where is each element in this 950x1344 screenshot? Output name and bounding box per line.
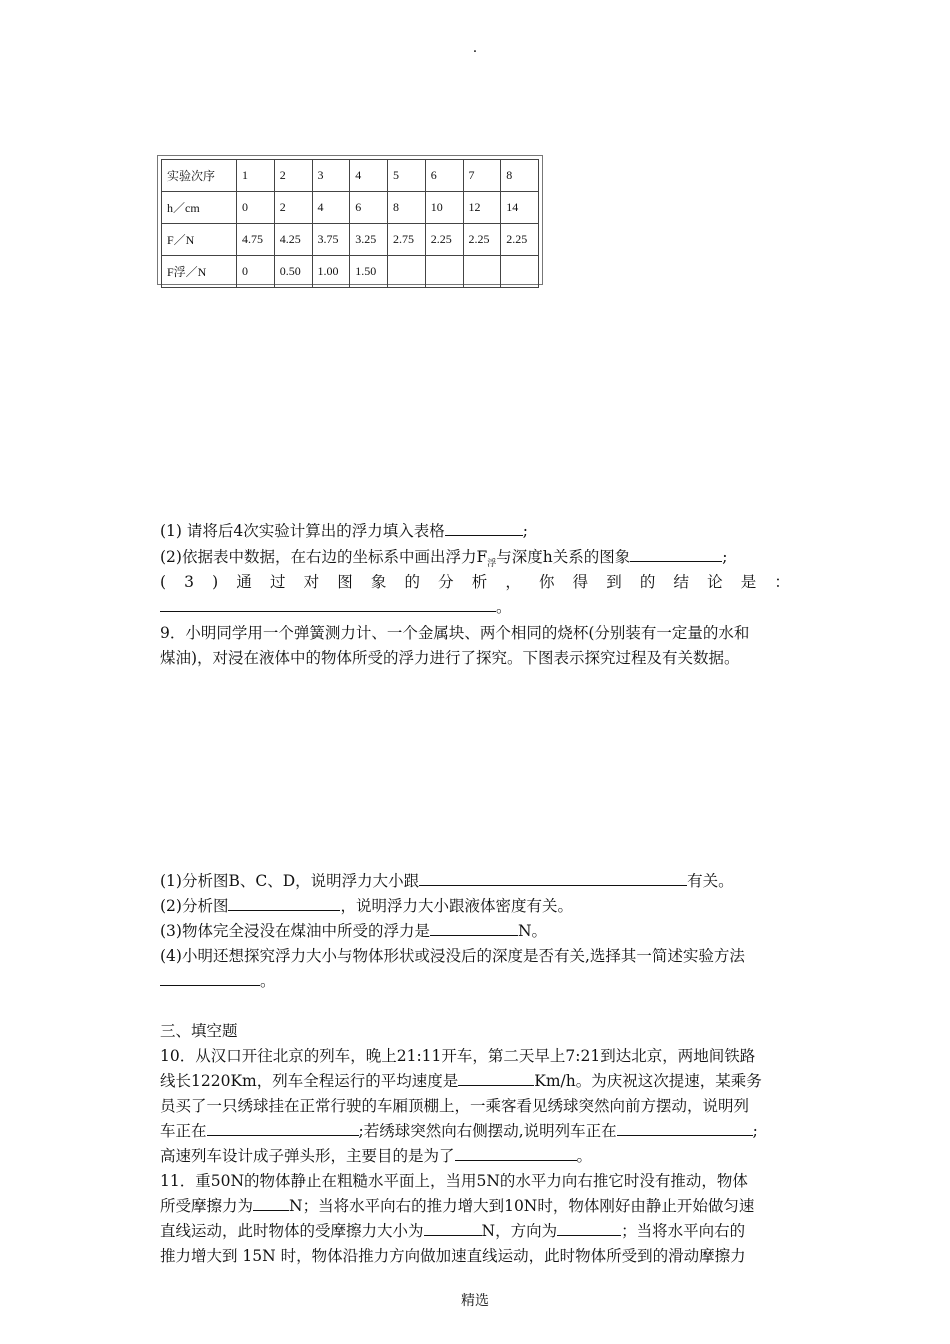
table-cell: 12 [463, 192, 501, 224]
page-footer: 精选 [461, 1293, 489, 1309]
q8-item-3 [160, 570, 790, 594]
q8-item-3-char: ， [505, 573, 521, 591]
q8-item-3-char: 的 [639, 573, 656, 591]
q8-item-3-char: 你 [538, 573, 555, 591]
table-row [162, 224, 539, 256]
q8-item-3-char: 得 [572, 573, 589, 591]
q9-blank-2[interactable] [228, 895, 340, 911]
q9-part-3: (3)物体完全浸没在煤油中所受的浮力是 N。 [160, 922, 548, 940]
data-table-frame [157, 155, 543, 285]
table-cell: 3 [312, 160, 350, 192]
q9-part-2: (2)分析图 ，说明浮力大小跟液体密度有关。 [160, 897, 573, 915]
q8-item-3-char: 的 [404, 573, 420, 591]
q8-item-3-char: 析 [471, 573, 488, 591]
q8-item-3-char: ( [160, 573, 167, 591]
q8-item-3-answer: 。 [160, 595, 790, 619]
table-cell: 4 [350, 160, 388, 192]
q10-line-5: 高速列车设计成子弹头形，主要目的是为了 。 [160, 1147, 593, 1165]
q10-blank-3[interactable] [617, 1120, 753, 1136]
q8-item-3-char: 对 [303, 573, 320, 591]
table-row [162, 256, 539, 288]
table-row-header: 实验次序 [162, 160, 237, 192]
table-cell: 14 [501, 192, 539, 224]
q8-item-3-char: 通 [236, 573, 252, 591]
table-cell: 8 [501, 160, 539, 192]
table-cell: 1.00 [312, 256, 350, 288]
q8-item-1: (1) 请将后4次实验计算出的浮力填入表格 ; [160, 522, 528, 540]
q11-blank-3[interactable] [557, 1220, 621, 1236]
q11-line-3: 直线运动，此时物体的受摩擦力大小为 N，方向为 ；当将水平向右的 [160, 1222, 746, 1240]
q10-line-3: 员买了一只绣球挂在正常行驶的车厢顶棚上，一乘客看见绣球突然向前方摆动，说明列 [160, 1097, 750, 1115]
q8-blank-1[interactable] [445, 520, 523, 536]
table-cell: 6 [425, 160, 463, 192]
q8-item-3-char: 是 [740, 573, 757, 591]
table-cell: 6 [350, 192, 388, 224]
q9-line-1: 9．小明同学用一个弹簧测力计、一个金属块、两个相同的烧杯(分别装有一定量的水和 [160, 624, 750, 642]
table-cell: 0.50 [274, 256, 312, 288]
q9-blank-4[interactable] [160, 970, 260, 986]
q9-blank-1[interactable] [419, 870, 687, 886]
q8-blank-3[interactable] [160, 596, 496, 612]
q8-item-3-justified [160, 570, 790, 594]
q8-item-2: (2)依据表中数据，在右边的坐标系中画出浮力$F_浮$与深度h关系的图象 ; [160, 548, 728, 570]
q11-line-4: 推力增大到 15N 时，物体沿推力方向做加速直线运动，此时物体所受到的滑动摩擦力 [160, 1247, 746, 1265]
table-cell [388, 256, 426, 288]
table-cell: 2.25 [463, 224, 501, 256]
q8-item-3-char: 图 [337, 573, 353, 591]
table-cell [425, 256, 463, 288]
table-cell [501, 256, 539, 288]
page-header-mark: . [472, 40, 478, 56]
q8-item-3-char: 论 [707, 573, 723, 591]
q8-item-3-char: 过 [269, 573, 286, 591]
q9-part-4: (4)小明还想探究浮力大小与物体形状或浸没后的深度是否有关,选择其一简述实验方法 [160, 947, 745, 965]
table-cell: 4 [312, 192, 350, 224]
table-cell: 2 [274, 192, 312, 224]
table-cell: 10 [425, 192, 463, 224]
table-row-header: h／cm [162, 192, 237, 224]
table-row [162, 160, 539, 192]
q10-blank-4[interactable] [455, 1145, 577, 1161]
table-cell [463, 256, 501, 288]
table-cell: 2 [274, 160, 312, 192]
table-row-header: F／N [162, 224, 237, 256]
table-cell: 2.25 [425, 224, 463, 256]
q10-line-1: 10．从汉口开往北京的列车，晚上21:11开车，第二天早上7:21到达北京，两地间铁路 [160, 1047, 756, 1065]
section-3-title: 三、填空题 [160, 1022, 238, 1040]
q11-line-1: 11．重50N的物体静止在粗糙水平面上，当用5N的水平力向右推它时没有推动，物体 [160, 1172, 748, 1190]
table-cell: 1.50 [350, 256, 388, 288]
table-cell: 4.25 [274, 224, 312, 256]
q8-item-3-char: 3 [184, 573, 195, 591]
q9-line-2: 煤油)，对浸在液体中的物体所受的浮力进行了探究。下图表示探究过程及有关数据。 [160, 649, 740, 667]
table-cell: 5 [388, 160, 426, 192]
table-cell: 3.75 [312, 224, 350, 256]
q8-item-3-char: 到 [606, 573, 622, 591]
q9-blank-3[interactable] [430, 920, 518, 936]
q9-part-4-answer: 。 [160, 969, 790, 993]
table-cell: 2.75 [388, 224, 426, 256]
q9-part-1: (1)分析图B、C、D，说明浮力大小跟 有关。 [160, 872, 734, 890]
table-cell: 2.25 [501, 224, 539, 256]
q11-blank-2[interactable] [424, 1220, 482, 1236]
q10-blank-1[interactable] [458, 1070, 534, 1086]
table-row [162, 192, 539, 224]
q11-line-2: 所受摩擦力为 N；当将水平向右的推力增大到10N时，物体刚好由静止开始做匀速 [160, 1197, 755, 1215]
experiment-data-table [161, 159, 539, 288]
table-cell: 7 [463, 160, 501, 192]
table-cell: 0 [237, 192, 275, 224]
q11-blank-1[interactable] [253, 1195, 289, 1211]
q8-item-3-char: ) [212, 573, 219, 591]
q10-line-4: 车正在 ;若绣球突然向右侧摆动,说明列车正在 ; [160, 1122, 758, 1140]
q8-item-3-char: 结 [673, 573, 689, 591]
q8-item-3-char: ： [774, 573, 790, 591]
table-row-header: F浮／N [162, 256, 237, 288]
table-cell: 8 [388, 192, 426, 224]
table-cell: 3.25 [350, 224, 388, 256]
q8-blank-2[interactable] [630, 546, 722, 562]
q8-item-3-char: 分 [438, 573, 454, 591]
table-cell: 4.75 [237, 224, 275, 256]
q10-line-2: 线长1220Km，列车全程运行的平均速度是 Km/h。为庆祝这次提速，某乘务 [160, 1072, 762, 1090]
table-cell: 1 [237, 160, 275, 192]
q10-blank-2[interactable] [207, 1120, 359, 1136]
table-cell: 0 [237, 256, 275, 288]
q8-item-3-char: 象 [370, 573, 387, 591]
